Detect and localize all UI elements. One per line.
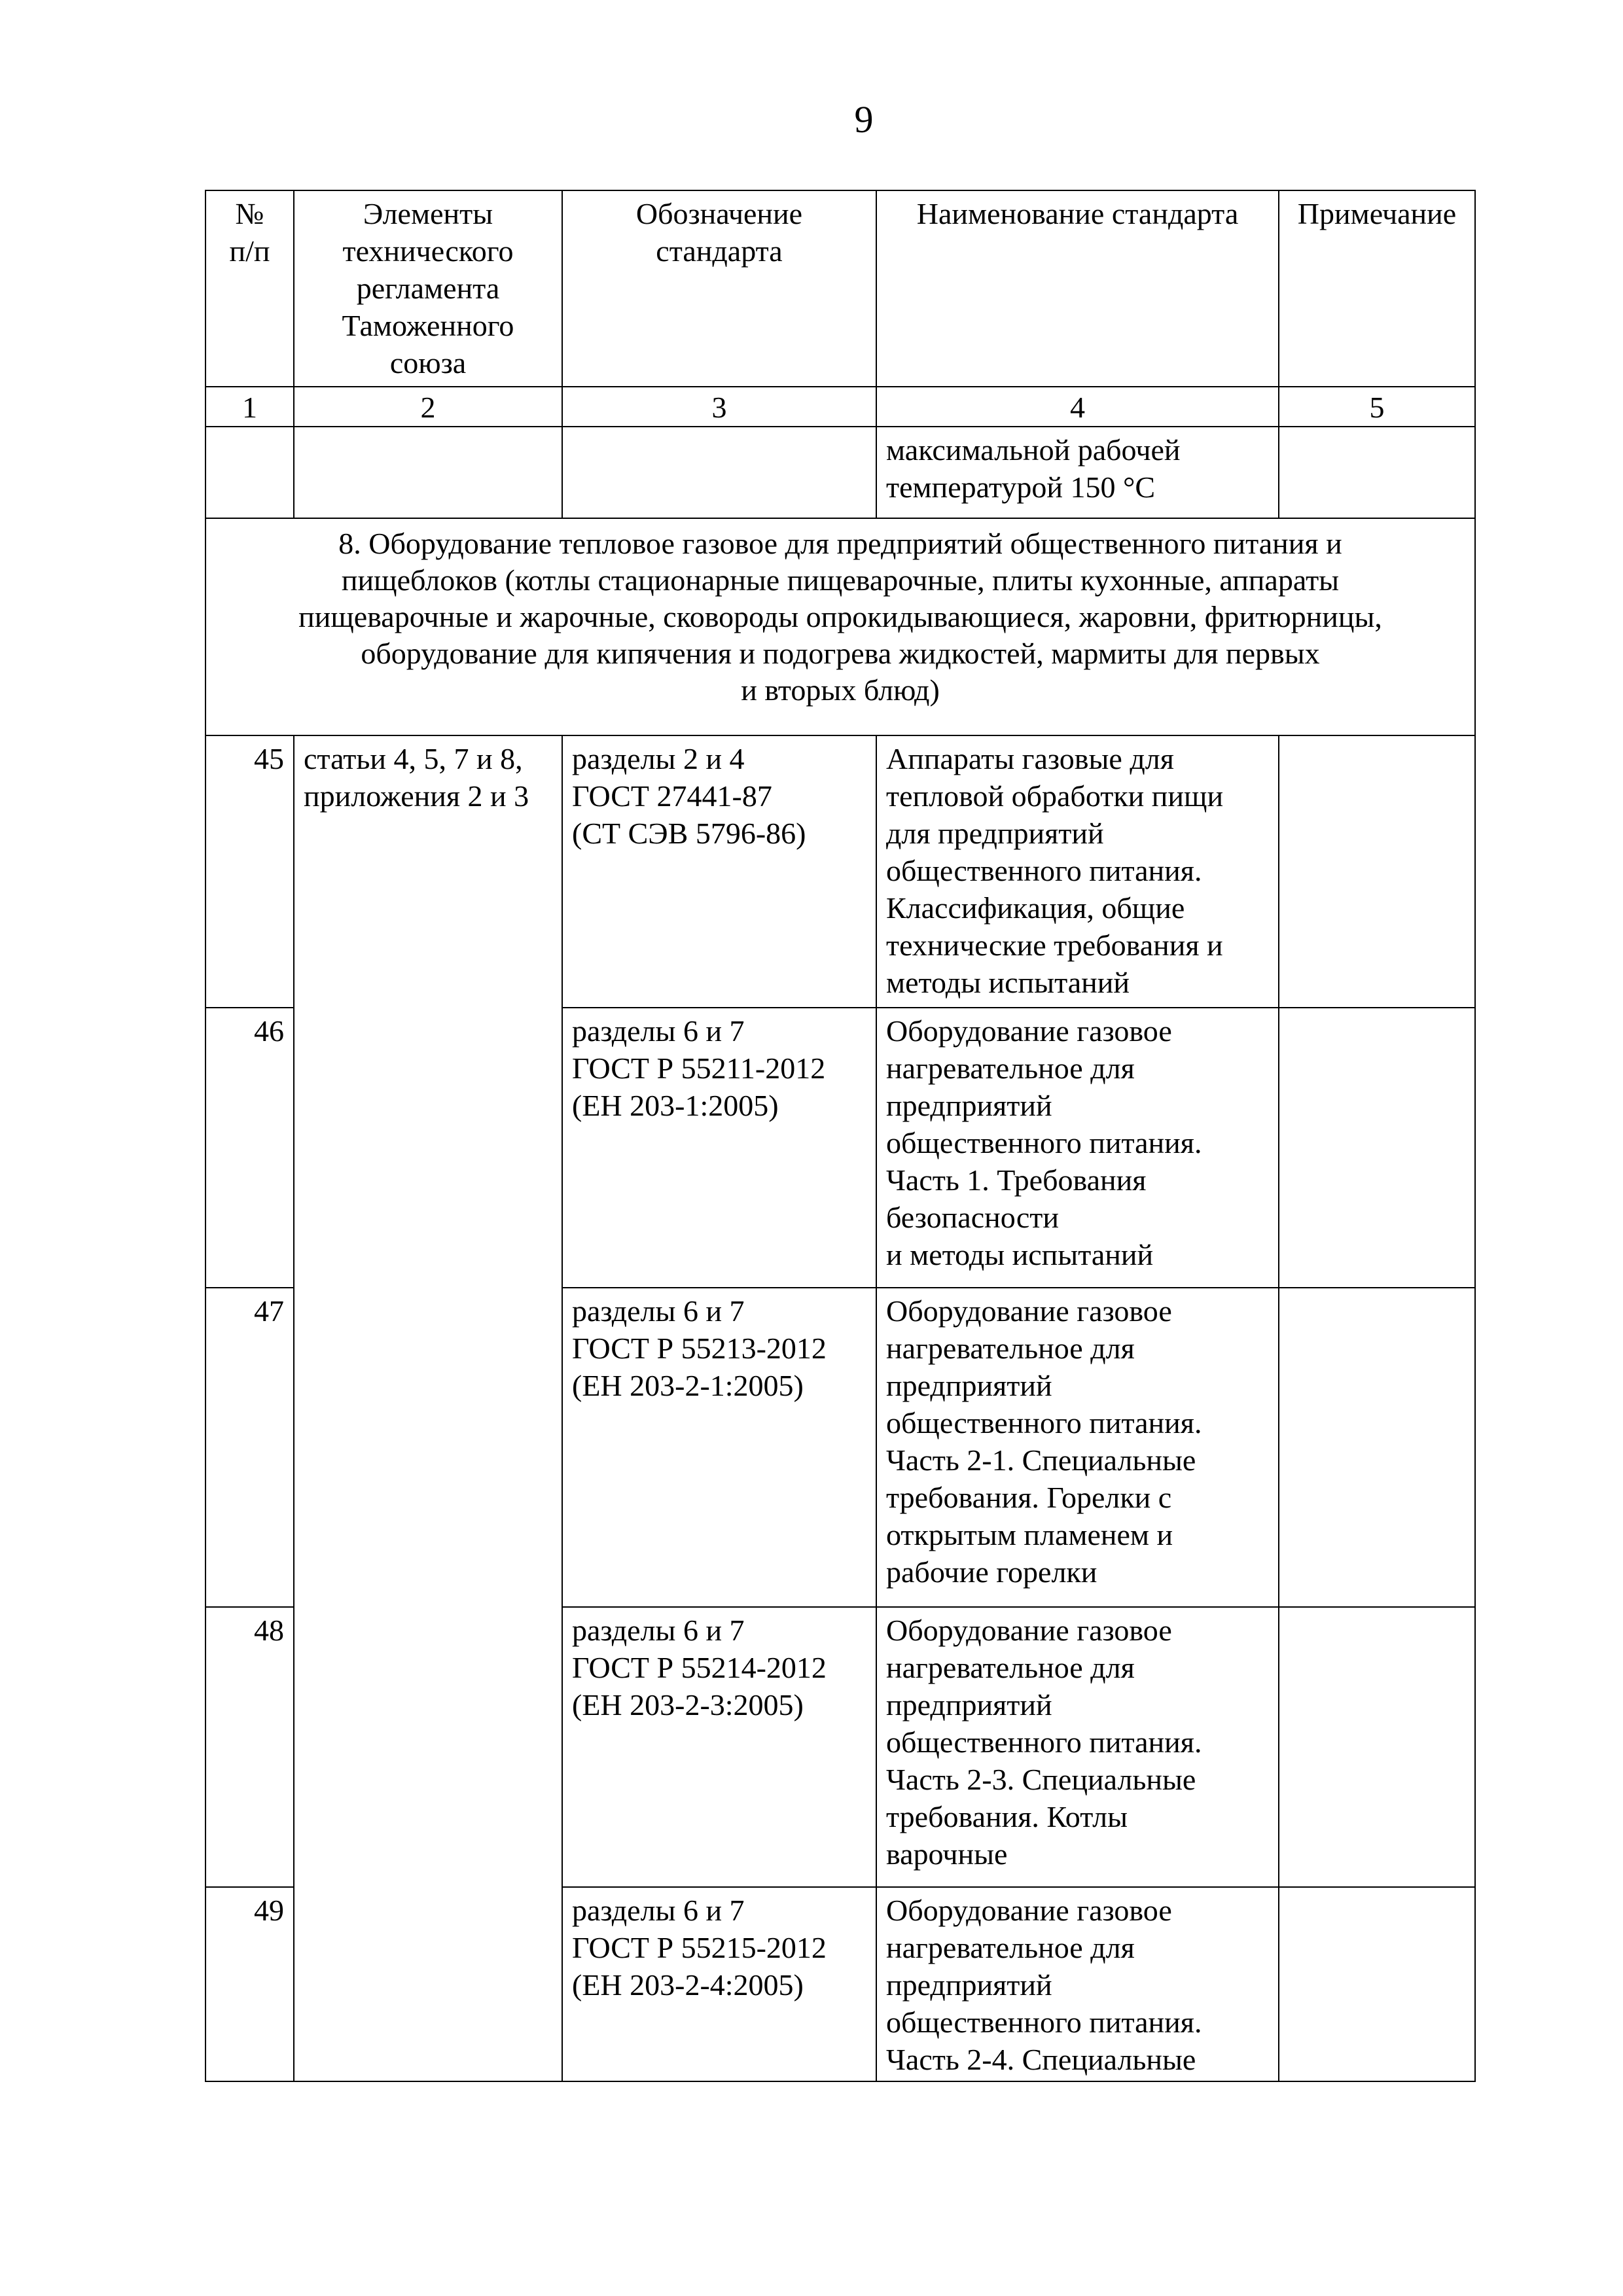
- header-name: Наименование стандарта: [876, 190, 1279, 387]
- cell-designation: разделы 2 и 4 ГОСТ 27441-87 (СТ СЭВ 5796-86): [562, 735, 876, 1008]
- column-number: 5: [1279, 387, 1475, 427]
- cell-designation: разделы 6 и 7 ГОСТ Р 55211-2012 (ЕН 203-1:2005): [562, 1008, 876, 1288]
- cell-name: Оборудование газовое нагревательное для предприятий общественного питания. Часть 2-1. Специальные требования. Горелки с открытым пламенем и рабочие горелки: [876, 1288, 1279, 1607]
- row-number: 45: [205, 735, 294, 1008]
- column-number: 2: [294, 387, 562, 427]
- cell-designation: разделы 6 и 7 ГОСТ Р 55213-2012 (ЕН 203-2-1:2005): [562, 1288, 876, 1607]
- cell-name: максимальной рабочей температурой 150 °C: [876, 427, 1279, 518]
- section-heading: 8. Оборудование тепловое газовое для предприятий общественного питания и пищеблоков (котлы стационарные пищеварочные, плиты кухонные, аппараты пищеварочные и жарочные, сковороды опрокидывающиеся, жаровни, фритюрницы, оборудование для кипячения и подогрева жидкостей, мармиты для первых и вторых блюд): [205, 518, 1475, 735]
- cell-designation: [562, 427, 876, 518]
- cell-note: [1279, 427, 1475, 518]
- shared-elements-cell: статьи 4, 5, 7 и 8, приложения 2 и 3: [294, 735, 562, 2081]
- header-row: [205, 190, 1475, 387]
- cell-name: Оборудование газовое нагревательное для предприятий общественного питания. Часть 1. Требования безопасности и методы испытаний: [876, 1008, 1279, 1288]
- cell-note: [1279, 735, 1475, 1008]
- cell-designation: разделы 6 и 7 ГОСТ Р 55214-2012 (ЕН 203-2-3:2005): [562, 1607, 876, 1887]
- row-number: 47: [205, 1288, 294, 1607]
- column-number-row: [205, 387, 1475, 427]
- row-number: 49: [205, 1887, 294, 2081]
- header-elements: Элементы технического регламента Таможенного союза: [294, 190, 562, 387]
- row-number: 48: [205, 1607, 294, 1887]
- cell-name: Оборудование газовое нагревательное для предприятий общественного питания. Часть 2-4. Специальные: [876, 1887, 1279, 2081]
- column-number: 3: [562, 387, 876, 427]
- cell-name: Аппараты газовые для тепловой обработки пищи для предприятий общественного питания. Классификация, общие технические требования и методы испытаний: [876, 735, 1279, 1008]
- header-note: Примечание: [1279, 190, 1475, 387]
- table-row: [205, 735, 1475, 1008]
- column-number: 4: [876, 387, 1279, 427]
- row-number: 46: [205, 1008, 294, 1288]
- cell-note: [1279, 1288, 1475, 1607]
- header-designation: Обозначение стандарта: [562, 190, 876, 387]
- header-num: № п/п: [205, 190, 294, 387]
- standards-table: [205, 190, 1476, 2082]
- cell-note: [1279, 1008, 1475, 1288]
- cell-designation: разделы 6 и 7 ГОСТ Р 55215-2012 (ЕН 203-2-4:2005): [562, 1887, 876, 2081]
- cell-name: Оборудование газовое нагревательное для предприятий общественного питания. Часть 2-3. Специальные требования. Котлы варочные: [876, 1607, 1279, 1887]
- cell-num: [205, 427, 294, 518]
- continuation-row: [205, 427, 1475, 518]
- section-row: [205, 518, 1475, 735]
- cell-elements: [294, 427, 562, 518]
- cell-note: [1279, 1607, 1475, 1887]
- cell-note: [1279, 1887, 1475, 2081]
- column-number: 1: [205, 387, 294, 427]
- page-number: 9: [854, 98, 874, 141]
